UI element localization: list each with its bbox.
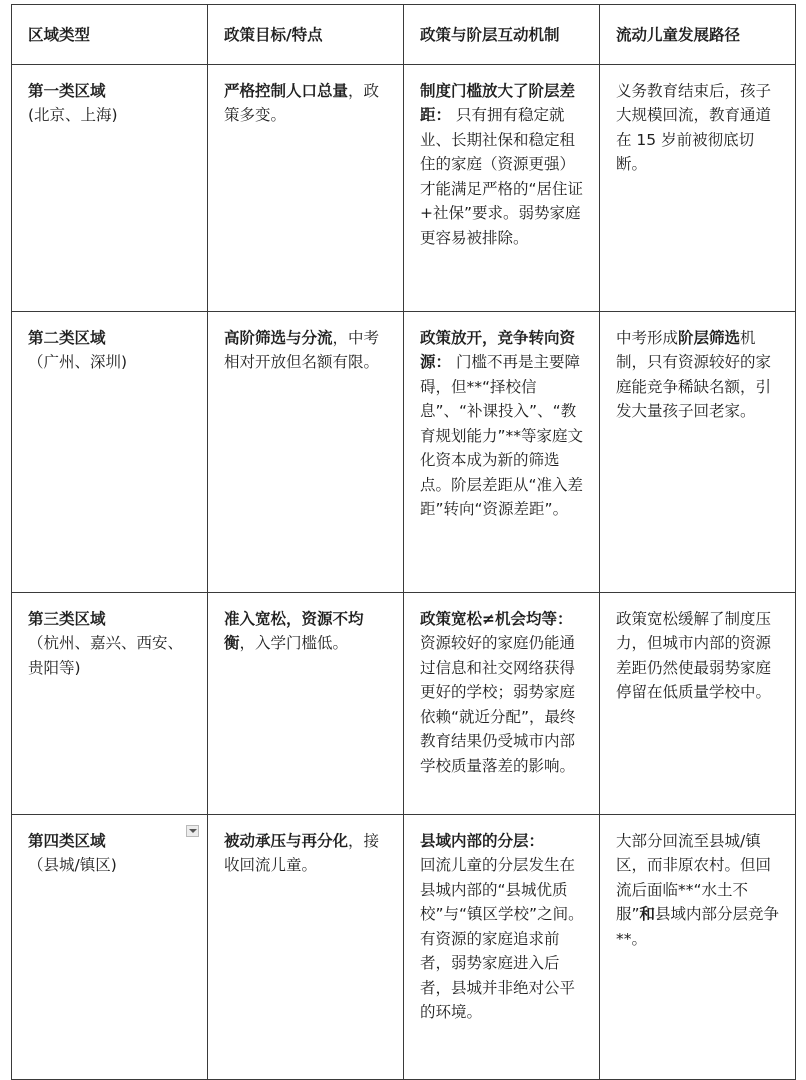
- region-name: 第三类区域: [28, 609, 106, 628]
- path-cell: [600, 814, 796, 1079]
- table-row: [12, 592, 796, 814]
- table-row: [12, 814, 796, 1079]
- header-development-path: 流动儿童发展路径: [600, 5, 796, 65]
- goal-cell: [208, 814, 404, 1079]
- region-examples: （县城/镇区): [28, 856, 117, 874]
- region-cell: [12, 311, 208, 592]
- path-cell: [600, 592, 796, 814]
- region-name: 第一类区域: [28, 81, 106, 100]
- goal-cell: [208, 64, 404, 311]
- path-bold: 和: [639, 905, 656, 923]
- region-name: 第二类区域: [28, 328, 106, 347]
- cell-dropdown-icon[interactable]: [186, 825, 199, 837]
- region-examples: （杭州、嘉兴、西安、贵阳等): [28, 634, 184, 677]
- goal-text: ，中考相对开放但名额有限。: [224, 328, 380, 371]
- region-cell: [12, 592, 208, 814]
- mechanism-cell: [404, 64, 600, 311]
- path-prefix: 大部分回流至县城/镇区，而非原农村。但回流后面临**“水土不服”: [616, 831, 772, 923]
- goal-text: ，入学门槛低。: [239, 634, 349, 652]
- mechanism-text: 回流儿童的分层发生在县城内部的“县城优质校”与“镇区学校”之间。有资源的家庭追求前者，弱势家庭进入后者，县城并非绝对公平的环境。: [420, 856, 584, 1021]
- mechanism-text: 只有拥有稳定就业、长期社保和稳定租住的家庭（资源更强）才能满足严格的“居住证+社保”要求。弱势家庭更容易被排除。: [420, 106, 584, 247]
- mechanism-bold: 制度门槛放大了阶层差距：: [420, 81, 576, 124]
- path-prefix: 中考形成: [616, 328, 679, 347]
- goal-bold: 准入宽松，资源不均衡: [224, 609, 364, 652]
- table-row: [12, 64, 796, 311]
- path-suffix: 县域内部分层竞争**。: [616, 905, 780, 948]
- mechanism-cell: [404, 814, 600, 1079]
- mechanism-text: 门槛不再是主要障碍，但**“择校信息”、“补课投入”、“教育规划能力”**等家庭文化资本成为新的筛选点。阶层差距从“准入差距”转向“资源差距”。: [420, 353, 584, 518]
- goal-bold: 严格控制人口总量: [224, 81, 349, 100]
- mechanism-bold: 政策宽松≠机会均等：: [420, 609, 573, 628]
- path-bold: 阶层筛选: [678, 328, 741, 347]
- region-name: 第四类区域: [28, 831, 106, 850]
- goal-bold: 高阶筛选与分流: [224, 328, 333, 347]
- goal-bold: 被动承压与再分化: [224, 831, 349, 850]
- table-row: [12, 311, 796, 592]
- header-mechanism: 政策与阶层互动机制: [404, 5, 600, 65]
- path-cell: [600, 311, 796, 592]
- policy-comparison-table-wrapper: [11, 4, 795, 1080]
- goal-cell: [208, 592, 404, 814]
- goal-text: ，接收回流儿童。: [224, 831, 380, 874]
- region-examples: （广州、深圳): [28, 353, 128, 371]
- goal-text: ，政策多变。: [224, 81, 380, 124]
- mechanism-text: 资源较好的家庭仍能通过信息和社交网络获得更好的学校；弱势家庭依赖“就近分配”，最终教育结果仍受城市内部学校质量落差的影响。: [420, 634, 576, 775]
- mechanism-bold: 县域内部的分层：: [420, 831, 545, 850]
- mechanism-cell: [404, 592, 600, 814]
- mechanism-cell: [404, 311, 600, 592]
- mechanism-bold: 政策放开，竞争转向资源：: [420, 328, 576, 371]
- header-region-type: 区域类型: [12, 5, 208, 65]
- goal-cell: [208, 311, 404, 592]
- header-policy-goal: 政策目标/特点: [208, 5, 404, 65]
- region-cell: [12, 64, 208, 311]
- path-text: 政策宽松缓解了制度压力，但城市内部的资源差距仍然使最弱势家庭停留在低质量学校中。: [616, 609, 772, 701]
- region-examples: (北京、上海): [28, 106, 118, 124]
- region-cell: [12, 814, 208, 1079]
- table-header-row: [12, 5, 796, 65]
- policy-comparison-table: [11, 4, 796, 1080]
- path-text: 义务教育结束后，孩子大规模回流，教育通道在 15 岁前被彻底切断。: [616, 81, 772, 173]
- path-cell: [600, 64, 796, 311]
- path-suffix: 机制，只有资源较好的家庭能竞争稀缺名额，引发大量孩子回老家。: [616, 328, 772, 420]
